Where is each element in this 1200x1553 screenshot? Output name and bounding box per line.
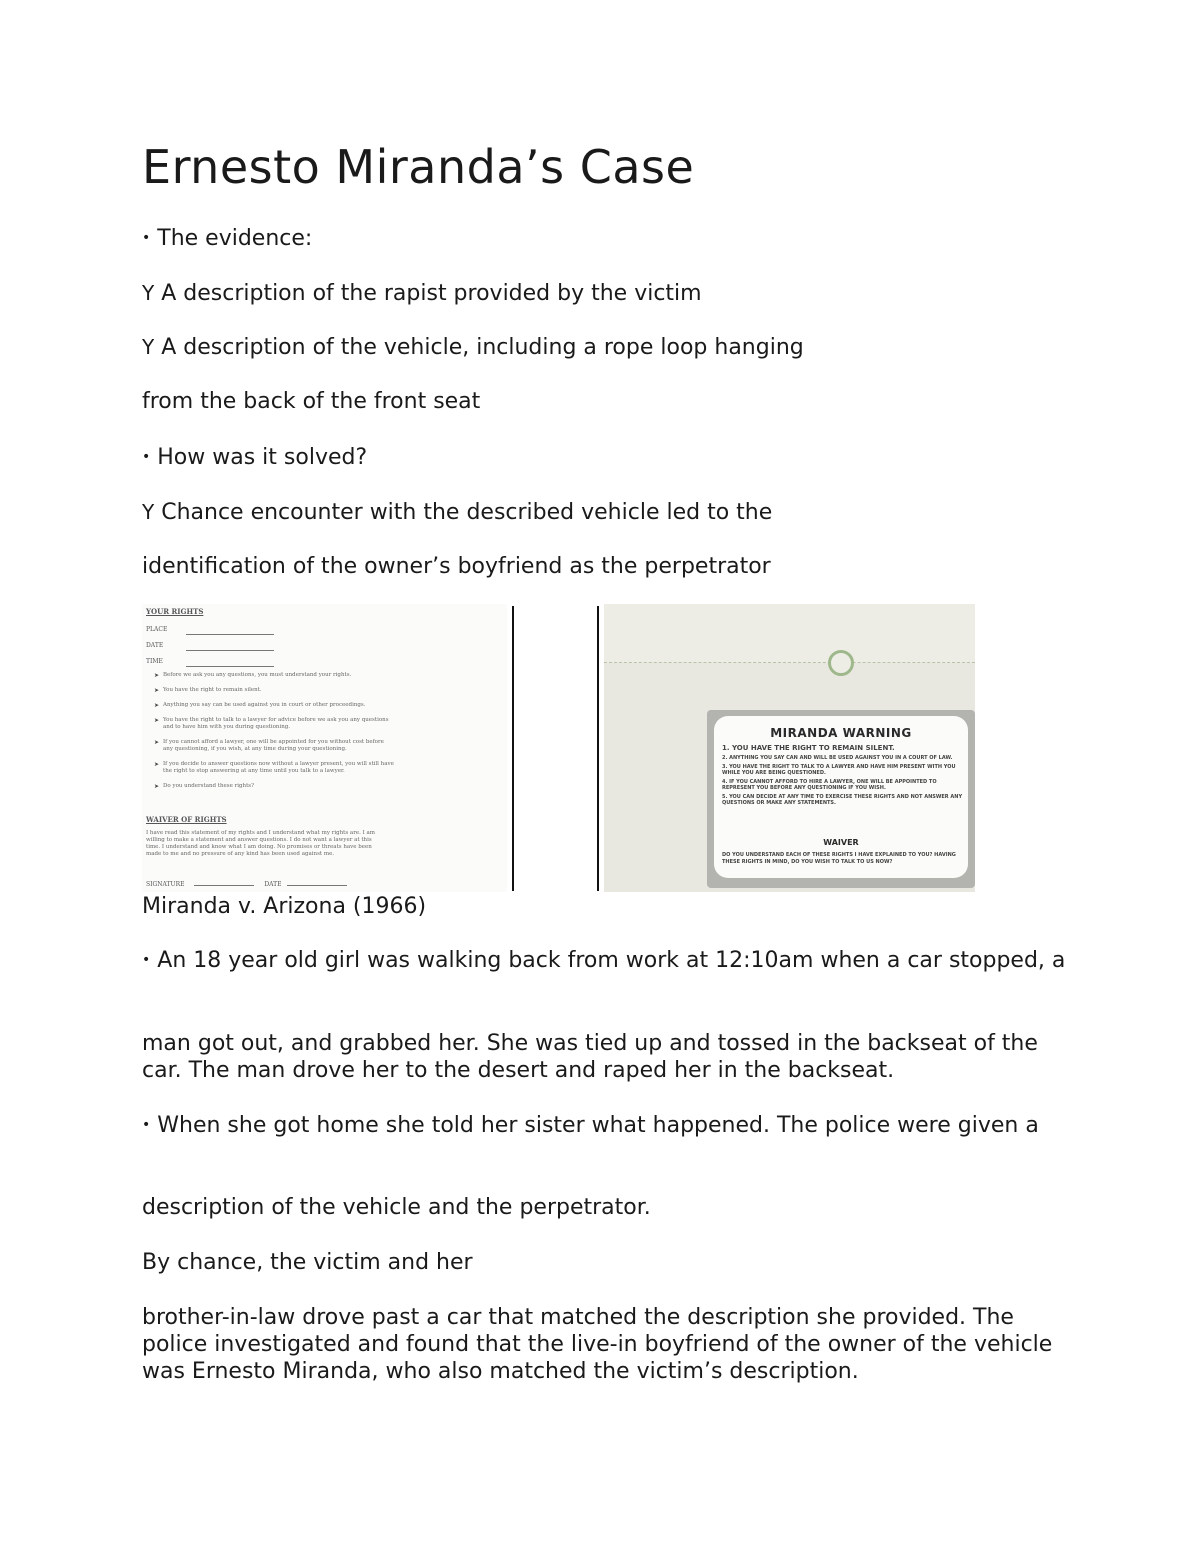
miranda-card-image xyxy=(604,604,975,892)
card-waiver-text: DO YOU UNDERSTAND EACH OF THESE RIGHTS I HAVE EXPLAINED TO YOU? HAVING THESE RIGHTS IN MIND, DO YOU WISH TO TALK TO US NOW? xyxy=(722,852,956,865)
bullet-icon: • xyxy=(142,952,151,968)
form-field-label: PLACE xyxy=(146,626,168,633)
form-field-place xyxy=(146,626,167,633)
solved-continuation: identification of the owner’s boyfriend as the perpetrator xyxy=(142,554,771,579)
waiver-text: I have read this statement of my rights and I understand what my rights are. I am willing to make a statement and answer questions. I do not want a lawyer at this time. I understand and know what I am doing. No promises or threats have been made to me and no pressure of any kind has been used against me. xyxy=(146,830,376,857)
evidence-continuation: from the back of the front seat xyxy=(142,389,481,414)
case-heading: Miranda v. Arizona (1966) xyxy=(142,894,427,919)
solved-item xyxy=(142,498,772,527)
card-rights-item: 1. YOU HAVE THE RIGHT TO REMAIN SILENT. xyxy=(722,744,895,752)
date-label: DATE xyxy=(264,881,282,888)
rights-item: ➤ If you cannot afford a lawyer, one will be appointed for you without cost before any questioning, if you wish, at any time during your questioning. xyxy=(154,739,394,753)
rights-list xyxy=(154,672,394,798)
solved-item-text: Chance encounter with the described vehicle led to the xyxy=(161,500,773,525)
signature-underline xyxy=(194,885,254,886)
card-rights-item: 3. YOU HAVE THE RIGHT TO TALK TO A LAWYER AND HAVE HIM PRESENT WITH YOU WHILE YOU ARE BEING QUESTIONED. xyxy=(722,763,956,776)
solved-heading-line xyxy=(142,443,367,472)
rights-item: ➤ Do you understand these rights? xyxy=(154,783,394,790)
field-underline xyxy=(186,650,274,651)
evidence-heading: The evidence: xyxy=(157,226,313,251)
bullet-icon: • xyxy=(142,449,151,465)
divider-bar xyxy=(512,606,514,891)
page-title: Ernesto Miranda’s Case xyxy=(142,140,695,194)
case-paragraph xyxy=(142,947,1072,974)
form-field-label: TIME xyxy=(146,658,163,665)
signature-label: SIGNATURE xyxy=(146,881,185,888)
check-mark-icon: Υ xyxy=(142,281,155,305)
card-rights-item: 2. ANYTHING YOU SAY CAN AND WILL BE USED AGAINST YOU IN A COURT OF LAW. xyxy=(722,755,953,761)
card-rights-item: 5. YOU CAN DECIDE AT ANY TIME TO EXERCISE THESE RIGHTS AND NOT ANSWER ANY QUESTIONS OR MAKE ANY STATEMENTS. xyxy=(722,793,963,806)
form-field-label: DATE xyxy=(146,642,164,649)
divider-bar xyxy=(597,606,599,891)
bullet-icon: • xyxy=(142,230,151,246)
form-field-time xyxy=(146,658,163,665)
card-rights-item: 4. IF YOU CANNOT AFFORD TO HIRE A LAWYER, ONE WILL BE APPOINTED TO REPRESENT YOU BEFORE ANY QUESTIONING IF YOU WISH. xyxy=(722,778,937,791)
evidence-item-text: A description of the rapist provided by the victim xyxy=(161,281,702,306)
case-paragraph-text: When she got home she told her sister what happened. The police were given a xyxy=(157,1113,1039,1138)
card-waiver-title: WAIVER xyxy=(823,838,859,847)
solved-heading: How was it solved? xyxy=(157,445,368,470)
check-mark-icon: Υ xyxy=(142,335,155,359)
case-paragraph: man got out, and grabbed her. She was tied up and tossed in the backseat of the car. The man drove her to the desert and raped her in the backseat. xyxy=(142,1031,1038,1083)
rights-item: ➤ Anything you say can be used against you in court or other proceedings. xyxy=(154,702,394,709)
check-mark-icon: Υ xyxy=(142,500,155,524)
card-title: MIRANDA WARNING xyxy=(770,726,912,740)
rights-item: ➤ You have the right to talk to a lawyer for advice before we ask you any questions and to have him with you during questioning. xyxy=(154,717,394,731)
case-paragraph: brother-in-law drove past a car that matched the description she provided. The police investigated and found that the live-in boyfriend of the owner of the vehicle was Ernesto Miranda, who also matched the victim’s description. xyxy=(142,1305,1053,1384)
field-underline xyxy=(186,666,274,667)
case-paragraph: description of the vehicle and the perpetrator. xyxy=(142,1195,651,1220)
card-rights-list xyxy=(722,744,964,809)
waiver-heading: WAIVER OF RIGHTS xyxy=(146,815,227,824)
miranda-figure xyxy=(142,604,982,894)
form-field-date xyxy=(146,642,163,649)
case-paragraph-text: An 18 year old girl was walking back from work at 12:10am when a car stopped, a xyxy=(157,948,1066,973)
ring-icon xyxy=(828,650,854,676)
evidence-item xyxy=(142,333,804,362)
rights-item: ➤ If you decide to answer questions now without a lawyer present, you will still have the right to stop answering at any time until you talk to a lawyer. xyxy=(154,761,394,775)
form-heading: YOUR RIGHTS xyxy=(146,607,204,616)
evidence-heading-line xyxy=(142,224,312,253)
rights-item: ➤ Before we ask you any questions, you must understand your rights. xyxy=(154,672,394,679)
evidence-item-text: A description of the vehicle, including a rope loop hanging xyxy=(161,335,804,360)
bullet-icon: • xyxy=(142,1117,151,1133)
card-header-strip xyxy=(604,604,975,663)
evidence-item xyxy=(142,279,702,308)
case-paragraph xyxy=(142,1112,1072,1139)
case-paragraph: By chance, the victim and her xyxy=(142,1250,473,1275)
rights-item: ➤ You have the right to remain silent. xyxy=(154,687,394,694)
rights-form-image xyxy=(142,604,507,892)
date-underline xyxy=(287,885,347,886)
miranda-warning-card xyxy=(714,716,968,878)
field-underline xyxy=(186,634,274,635)
signature-line xyxy=(146,881,347,888)
